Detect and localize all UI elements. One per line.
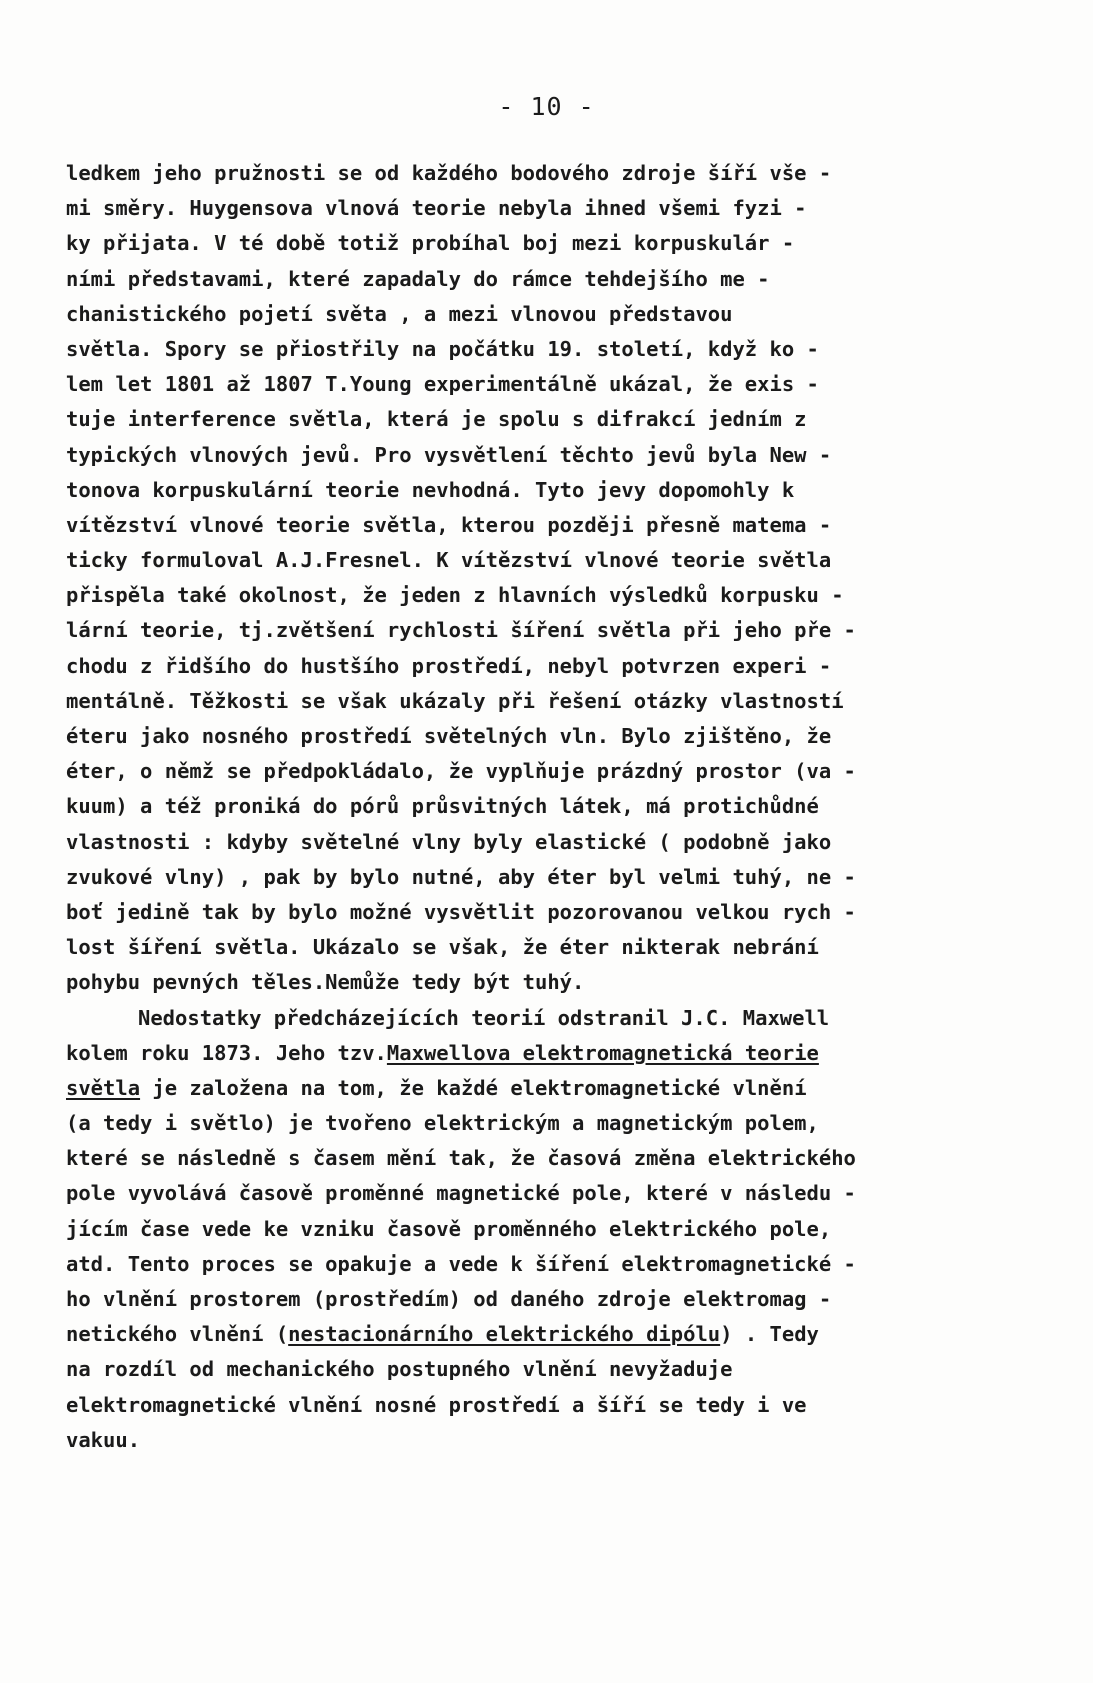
text-line: mentálně. Těžkosti se však ukázaly při řešení otázky vlastností xyxy=(66,688,844,713)
text-line xyxy=(66,1036,1056,1071)
text-line: ledkem jeho pružnosti se od každého bodového zdroje šíří vše - xyxy=(66,161,832,185)
text-line: lární teorie, tj.zvětšení rychlosti šíření světla při jeho pře - xyxy=(66,618,856,643)
underlined-term: Maxwellova elektromagnetická teorie xyxy=(386,1040,819,1065)
text-line: typických vlnových jevů. Pro vysvětlení těchto jevů byla New - xyxy=(66,442,832,467)
text-line: boť jedině tak by bylo možné vysvětlit pozorovanou velkou rych - xyxy=(66,899,856,924)
underlined-term: světla xyxy=(66,1075,141,1100)
text-line xyxy=(66,1071,1056,1106)
text-span: ) . Tedy xyxy=(720,1322,819,1347)
text-line: chodu z řidšího do hustšího prostředí, nebyl potvrzen experi - xyxy=(66,653,832,678)
text-line: mi směry. Huygensova vlnová teorie nebyla ihned všemi fyzi - xyxy=(66,196,807,221)
text-line: na rozdíl od mechanického postupného vlnění nevyžaduje xyxy=(66,1357,733,1382)
text-line: tonova korpuskulární teorie nevhodná. Tyto jevy dopomohly k xyxy=(66,477,795,502)
text-line: ticky formuloval A.J.Fresnel. K vítězství vlnové teorie světla xyxy=(66,548,832,573)
text-line: chanistického pojetí světa , a mezi vlnovou představou xyxy=(66,301,733,326)
body-text xyxy=(66,156,1056,1458)
text-line: světla. Spory se přiostřily na počátku 19. století, když ko - xyxy=(66,336,819,361)
text-line: (a tedy i světlo) je tvořeno elektrickým a magnetickým polem, xyxy=(66,1111,819,1136)
text-line: lost šíření světla. Ukázalo se však, že éter nikterak nebrání xyxy=(66,935,819,960)
text-line: přispěla také okolnost, že jeden z hlavních výsledků korpusku - xyxy=(66,583,844,608)
text-line: pole vyvolává časově proměnné magnetické pole, které v následu - xyxy=(66,1181,856,1206)
paragraph-2-first-line: Nedostatky předcházejících teorií odstranil J.C. Maxwell xyxy=(138,1005,830,1030)
text-line: vítězství vlnové teorie světla, kterou později přesně matema - xyxy=(66,512,832,537)
text-line: jícím čase vede ke vzniku časově proměnného elektrického pole, xyxy=(66,1216,832,1241)
text-span: netického vlnění ( xyxy=(66,1322,289,1347)
underlined-term: nestacionárního elektrického dipólu xyxy=(288,1322,721,1347)
text-line: zvukové vlny) , pak by bylo nutné, aby éter byl velmi tuhý, ne - xyxy=(66,864,856,889)
page-number: - 10 - xyxy=(498,92,595,121)
text-line: atd. Tento proces se opakuje a vede k šíření elektromagnetické - xyxy=(66,1251,856,1276)
text-line: které se následně s časem mění tak, že časová změna elektrického xyxy=(66,1146,856,1171)
text-line: vakuu. xyxy=(66,1427,141,1452)
text-line: ho vlnění prostorem (prostředím) od daného zdroje elektromag - xyxy=(66,1287,832,1311)
text-line: lem let 1801 až 1807 T.Young experimentálně ukázal, že exis - xyxy=(66,372,819,397)
text-line: éteru jako nosného prostředí světelných vln. Bylo zjištěno, že xyxy=(66,724,832,748)
text-span: kolem roku 1873. Jeho tzv. xyxy=(66,1040,387,1065)
text-line: ními představami, které zapadaly do rámce tehdejšího me - xyxy=(66,266,770,291)
text-span: je založena na tom, že každé elektromagnetické vlnění xyxy=(140,1075,807,1100)
text-line: vlastnosti : kdyby světelné vlny byly elastické ( podobně jako xyxy=(66,829,832,854)
text-line: ky přijata. V té době totiž probíhal boj mezi korpuskulár - xyxy=(66,231,795,256)
text-line xyxy=(66,1317,1056,1352)
text-line: tuje interference světla, která je spolu s difrakcí jedním z xyxy=(66,407,807,432)
text-line: elektromagnetické vlnění nosné prostředí a šíří se tedy i ve xyxy=(66,1392,807,1417)
text-line: éter, o němž se předpokládalo, že vyplňuje prázdný prostor (va - xyxy=(66,759,856,784)
text-line: pohybu pevných těles.Nemůže tedy být tuhý. xyxy=(66,970,585,995)
text-line: kuum) a též proniká do pórů průsvitných látek, má protichůdné xyxy=(66,794,819,819)
